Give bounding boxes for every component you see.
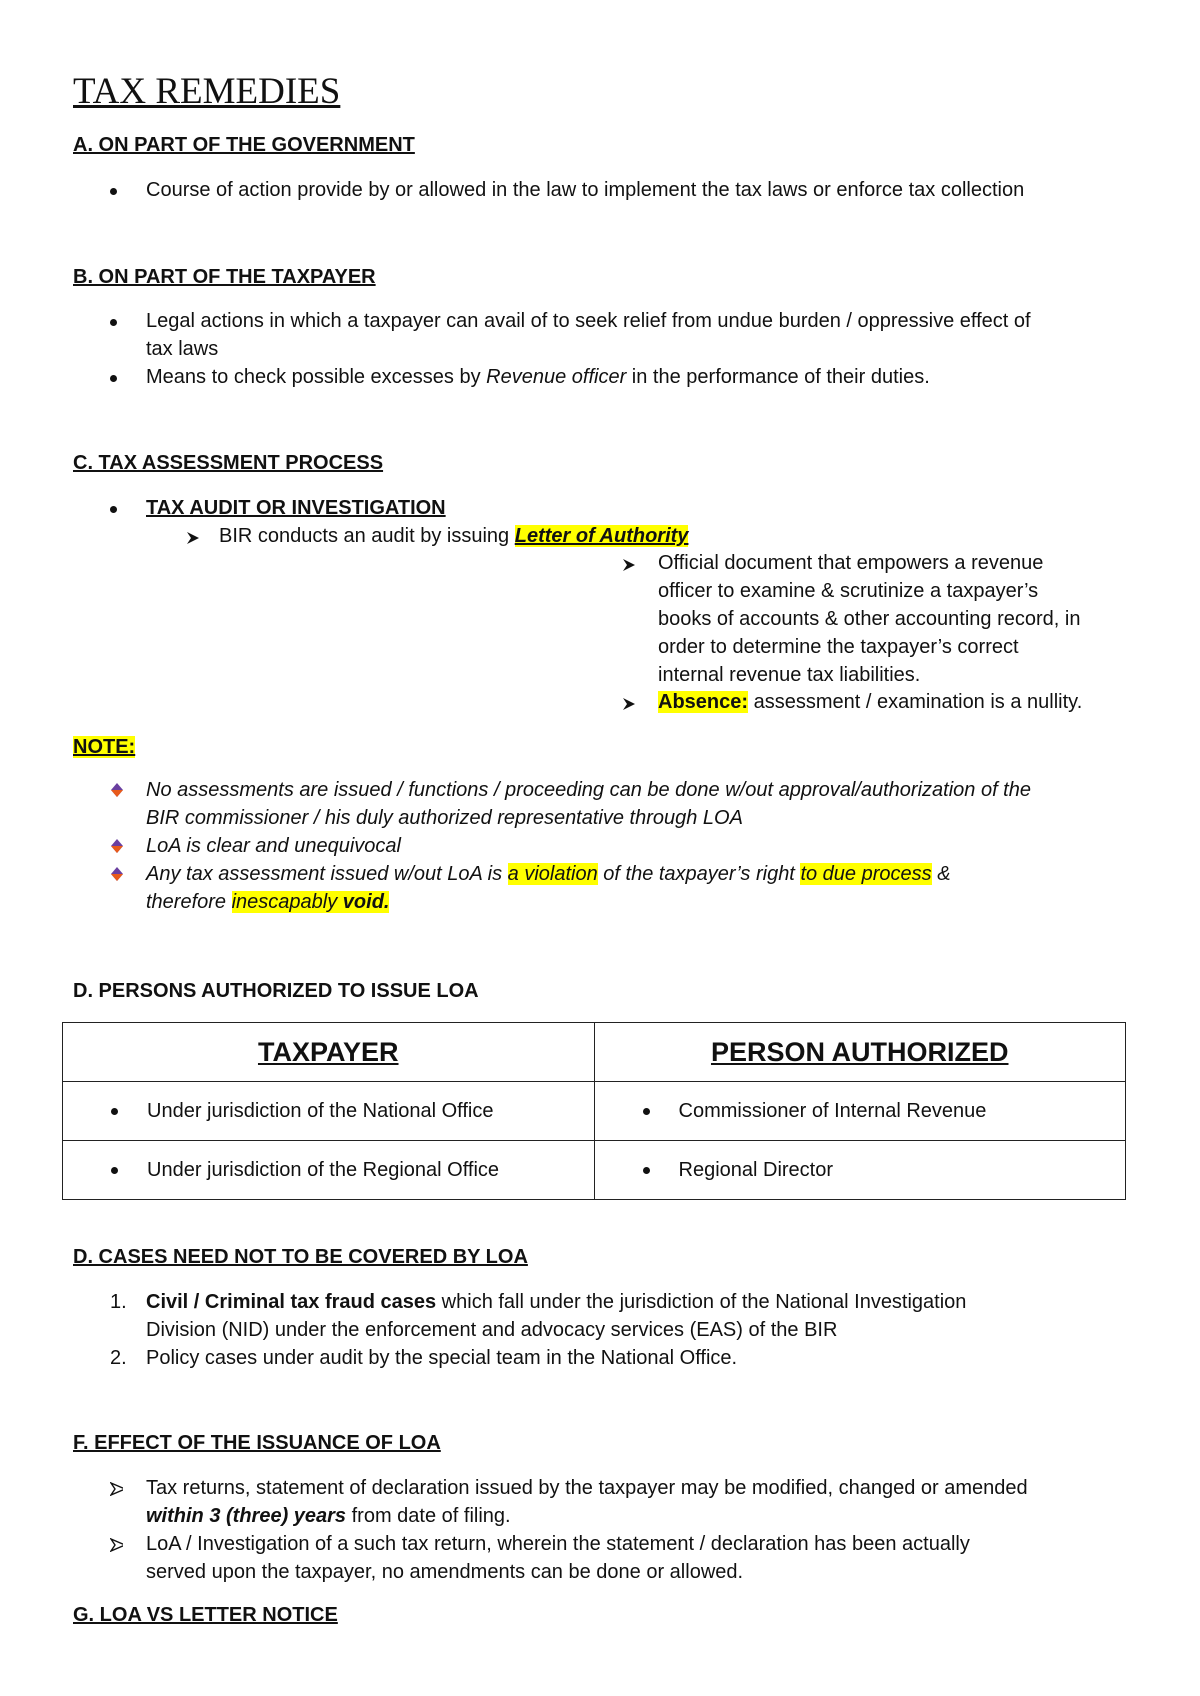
note-item-2: LoA is clear and unequivocal xyxy=(146,835,401,857)
diamond-bullet-icon xyxy=(110,867,123,881)
note-item-3-line-1: Any tax assessment issued w/out LoA is a violation of the taxpayer’s right to due process & xyxy=(146,863,951,885)
section-g-heading: G. LOA VS LETTER NOTICE xyxy=(73,1604,338,1626)
loa-definition-line-3: books of accounts & other accounting record, in xyxy=(658,608,1081,630)
bullet-icon xyxy=(110,375,117,382)
arrow-bullet-icon xyxy=(622,558,635,572)
bullet-icon xyxy=(110,319,117,326)
section-d2-heading: D. CASES NEED NOT TO BE COVERED BY LOA xyxy=(73,1246,528,1268)
list-number: 1. xyxy=(110,1291,127,1313)
section-b-bullet-1-line-1: Legal actions in which a taxpayer can avail of to seek relief from undue burden / oppressive effect of xyxy=(146,310,1031,332)
table-cell: Regional Director xyxy=(594,1141,1126,1200)
cases-item-1-line-1: Civil / Criminal tax fraud cases which fall under the jurisdiction of the National Investigation xyxy=(146,1291,967,1313)
section-b-bullet-2: Means to check possible excesses by Revenue officer in the performance of their duties. xyxy=(146,366,930,388)
loa-definition-line-5: internal revenue tax liabilities. xyxy=(658,664,921,686)
cases-item-2: Policy cases under audit by the special team in the National Office. xyxy=(146,1347,738,1369)
section-a-heading: A. ON PART OF THE GOVERNMENT xyxy=(73,134,415,156)
loa-definition-line-2: officer to examine & scrutinize a taxpayer’s xyxy=(658,580,1039,602)
diamond-bullet-icon xyxy=(110,783,123,797)
effect-item-2-line-1: LoA / Investigation of a such tax return, wherein the statement / declaration has been actually xyxy=(146,1533,970,1555)
bullet-icon xyxy=(643,1108,650,1115)
bullet-icon xyxy=(110,188,117,195)
effect-item-1-line-2: within 3 (three) years from date of filing. xyxy=(146,1505,511,1527)
page-title: TAX REMEDIES xyxy=(73,71,341,112)
outline-arrow-bullet-icon xyxy=(110,1538,123,1552)
loa-authority-table xyxy=(62,1022,1126,1200)
note-item-1-line-1: No assessments are issued / functions / proceeding can be done w/out approval/authorization of the xyxy=(146,779,1031,801)
bullet-icon xyxy=(111,1108,118,1115)
section-b-bullet-1-line-2: tax laws xyxy=(146,338,219,360)
loa-absence-note: Absence: assessment / examination is a nullity. xyxy=(658,691,1083,713)
table-header: TAXPAYER xyxy=(63,1023,595,1082)
table-header-row xyxy=(63,1023,1126,1082)
bullet-icon xyxy=(110,506,117,513)
table-row xyxy=(63,1082,1126,1141)
section-a-bullet: Course of action provide by or allowed in the law to implement the tax laws or enforce tax collection xyxy=(146,179,1025,201)
section-b-heading: B. ON PART OF THE TAXPAYER xyxy=(73,266,376,288)
section-c-arrow-1: BIR conducts an audit by issuing Letter of Authority xyxy=(219,525,689,547)
section-c-heading: C. TAX ASSESSMENT PROCESS xyxy=(73,452,384,474)
table-header: PERSON AUTHORIZED xyxy=(594,1023,1126,1082)
section-d-heading: D. PERSONS AUTHORIZED TO ISSUE LOA xyxy=(73,980,479,1002)
section-f-heading: F. EFFECT OF THE ISSUANCE OF LOA xyxy=(73,1432,441,1454)
note-item-1-line-2: BIR commissioner / his duly authorized representative through LOA xyxy=(146,807,743,829)
loa-definition-line-4: order to determine the taxpayer’s correct xyxy=(658,636,1019,658)
bullet-icon xyxy=(111,1167,118,1174)
note-item-3-line-2: therefore inescapably void. xyxy=(146,891,390,913)
bullet-icon xyxy=(643,1167,650,1174)
arrow-bullet-icon xyxy=(186,531,199,545)
table-cell: Commissioner of Internal Revenue xyxy=(594,1082,1126,1141)
arrow-bullet-icon xyxy=(622,697,635,711)
effect-item-2-line-2: served upon the taxpayer, no amendments can be done or allowed. xyxy=(146,1561,744,1583)
loa-definition-line-1: Official document that empowers a revenue xyxy=(658,552,1044,574)
list-number: 2. xyxy=(110,1347,127,1369)
table-row xyxy=(63,1141,1126,1200)
table-cell: Under jurisdiction of the National Office xyxy=(63,1082,595,1141)
cases-item-1-line-2: Division (NID) under the enforcement and advocacy services (EAS) of the BIR xyxy=(146,1319,838,1341)
note-label: NOTE: xyxy=(73,736,136,758)
section-c-subheading: TAX AUDIT OR INVESTIGATION xyxy=(146,497,446,519)
diamond-bullet-icon xyxy=(110,839,123,853)
effect-item-1-line-1: Tax returns, statement of declaration issued by the taxpayer may be modified, changed or amended xyxy=(146,1477,1028,1499)
table-cell: Under jurisdiction of the Regional Office xyxy=(63,1141,595,1200)
outline-arrow-bullet-icon xyxy=(110,1482,123,1496)
